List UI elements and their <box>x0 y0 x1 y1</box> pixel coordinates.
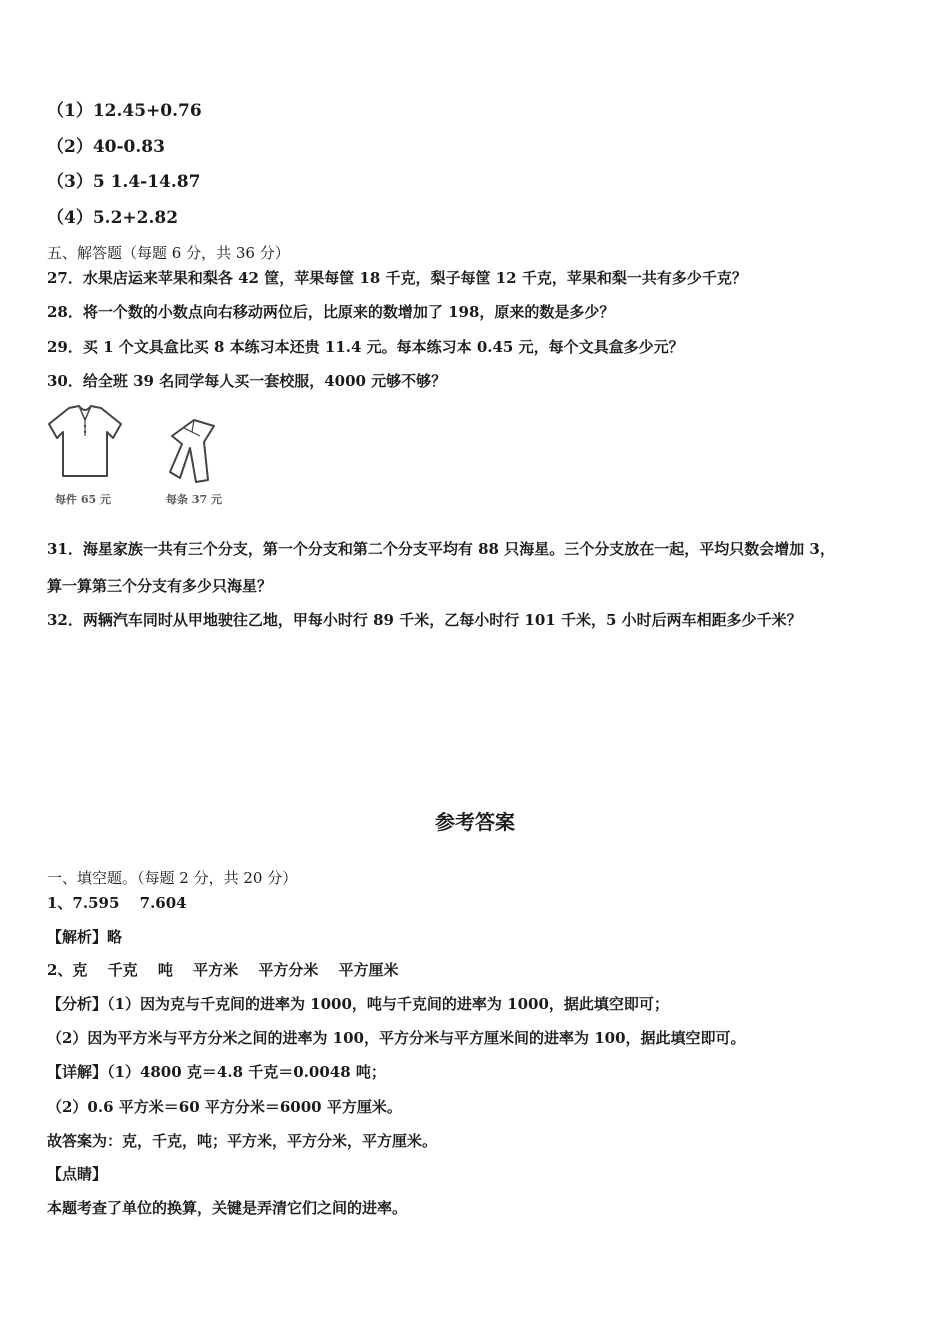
answer-1: 1、7.595 7.604 <box>47 894 187 912</box>
question-28: 28．将一个数的小数点向右移动两位后，比原来的数增加了 198，原来的数是多少？ <box>47 303 615 321</box>
calc-item-3: （3）5 1.4-14.87 <box>47 172 201 192</box>
answer-2-comment: 本题考查了单位的换算，关键是弄清它们之间的进率。 <box>47 1199 408 1217</box>
answer-1-note: 【解析】略 <box>47 928 123 946</box>
answers-title: 参考答案 <box>435 810 515 834</box>
calc-item-2: （2）40-0.83 <box>47 137 165 157</box>
shirt-caption: 每件 65 元 <box>55 493 111 506</box>
question-29: 29．买 1 个文具盒比买 8 本练习本还贵 11.4 元。每本练习本 0.45 元，每个文具盒多少元？ <box>47 338 684 356</box>
question-31-line2: 算一算第三个分支有多少只海星？ <box>47 577 273 595</box>
answer-2-comment-head: 【点睛】 <box>47 1165 108 1183</box>
question-31-line1: 31．海星家族一共有三个分支，第一个分支和第二个分支平均有 88 只海星。三个分支放在一起，平均只数会增加 3， <box>47 540 835 558</box>
section5-heading: 五、解答题（每题 6 分，共 36 分） <box>47 244 290 262</box>
shirt-icon <box>45 402 125 482</box>
answer-2-answer: 故答案为：克，千克，吨；平方米，平方分米，平方厘米。 <box>47 1132 438 1150</box>
question-30: 30．给全班 39 名同学每人买一套校服，4000 元够不够？ <box>47 372 447 390</box>
pants-caption: 每条 37 元 <box>166 493 222 506</box>
answers-section1-heading: 一、填空题。（每题 2 分，共 20 分） <box>47 869 298 887</box>
question-32: 32．两辆汽车同时从甲地驶往乙地，甲每小时行 89 千米，乙每小时行 101 千米，5 小时后两车相距多少千米？ <box>47 611 802 629</box>
question-27: 27．水果店运来苹果和梨各 42 筐，苹果每筐 18 千克，梨子每筐 12 千克，苹果和梨一共有多少千克？ <box>47 269 747 287</box>
answer-2-detail: 【详解】（1）4800 克＝4.8 千克＝0.0048 吨； <box>47 1063 386 1081</box>
calc-item-1: （1）12.45+0.76 <box>47 101 202 121</box>
answer-2: 2、克 千克 吨 平方米 平方分米 平方厘米 <box>47 961 399 979</box>
answer-2-analysis: 【分析】（1）因为克与千克间的进率为 1000，吨与千克间的进率为 1000，据此填空即可； <box>47 995 669 1013</box>
pants-icon <box>164 418 220 484</box>
calc-item-4: （4）5.2+2.82 <box>47 208 179 228</box>
answer-2-detail-2: （2）0.6 平方米＝60 平方分米＝6000 平方厘米。 <box>47 1098 402 1116</box>
answer-2-analysis-2: （2）因为平方米与平方分米之间的进率为 100，平方分米与平方厘米间的进率为 100，据此填空即可。 <box>47 1029 746 1047</box>
